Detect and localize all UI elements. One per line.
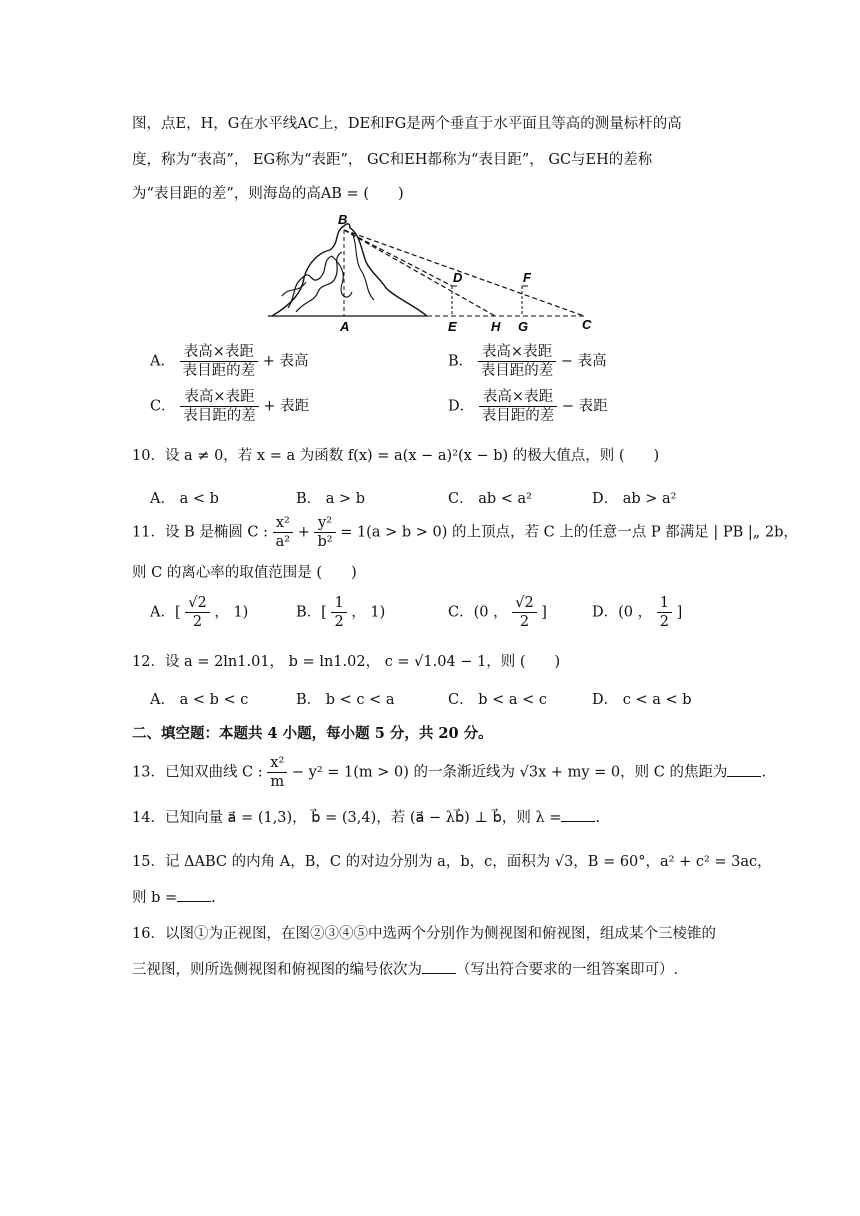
q9-text-line2: 度，称为“表高”， EG称为“表距”， GC和EH都称为“表目距”， GC与EH的差称 [132,152,653,168]
q9-option-a[interactable]: A． $\frac{\text{表高×表距}}{\text{表目距的差}}$ + 表高 [150,344,309,379]
figure-label-c: C [582,317,592,332]
q9-text-line3: 为“表目距的差”，则海岛的高AB = ( ) [132,186,404,202]
q15-answer-blank[interactable] [177,889,211,902]
figure-label-d: D [453,270,463,285]
q10-stem: 10．设 a ≠ 0，若 x = a 为函数 f(x) = a(x − a)²(x − b) 的极大值点，则 ( ) [132,448,660,464]
q11-option-a[interactable]: A．[ $\frac{√2}{2}$ ， 1) [150,595,249,630]
q16-line2: 三视图，则所选侧视图和俯视图的编号依次为 （写出符合要求的一组答案即可）. [132,962,679,978]
q13-answer-blank[interactable] [727,764,761,777]
q14-answer-blank[interactable] [561,809,595,822]
q11-option-d[interactable]: D．(0 ， $\frac{1}{2}$ ] [592,595,683,630]
island-survey-figure [262,212,602,337]
figure-label-e: E [448,319,457,334]
figure-label-b: B [338,212,348,227]
q11-line2: 则 C 的离心率的取值范围是 ( ) [132,565,357,581]
q9-option-b[interactable]: B． $\frac{\text{表高×表距}}{\text{表目距的差}}$ − 表高 [448,344,607,379]
q12-option-b[interactable]: B． b < c < a [296,692,395,708]
q10-option-c[interactable]: C． ab < a² [448,491,532,507]
q9-option-c[interactable]: C． $\frac{\text{表高×表距}}{\text{表目距的差}}$ + 表距 [150,389,310,424]
figure-label-f: F [523,270,531,285]
q11-option-c[interactable]: C．(0 ， $\frac{√2}{2}$ ] [448,595,547,630]
figure-label-g: G [518,319,529,334]
q9-option-d[interactable]: D． $\frac{\text{表高×表距}}{\text{表目距的差}}$ − 表距 [448,389,608,424]
q10-option-a[interactable]: A． a < b [150,491,219,507]
q12-stem: 12．设 a = 2ln1.01， b = ln1.02， c = √1.04 − 1，则 ( ) [132,654,561,670]
q14-stem: 14．已知向量 a⃗ = (1,3)， b⃗ = (3,4)，若 (a⃗ − λb⃗) ⊥ b⃗，则 λ = . [132,810,601,826]
q11-stem: 11．设 B 是椭圆 C : $\frac{\text{x²}}{\text{a²}}$ + $\frac{\text{y²}}{\text{b²}}$ = 1(a > b > 0) 的上顶点，若 C 上的任意一点 P 都满足 | PB |„ 2b， [132,515,798,550]
section-heading-fill-in: 二、填空题：本题共 4 小题，每小题 5 分，共 20 分。 [132,725,493,742]
q10-option-b[interactable]: B． a > b [296,491,366,507]
q11-option-b[interactable]: B．[ $\frac{1}{2}$ ， 1) [296,595,386,630]
q12-option-d[interactable]: D． c < a < b [592,692,692,708]
q10-option-d[interactable]: D． ab > a² [592,491,677,507]
q12-option-c[interactable]: C． b < a < c [448,692,547,708]
figure-label-a: A [340,319,350,334]
q13-stem: 13．已知双曲线 C : $\frac{\text{x²}}{m}$ − y² = 1(m > 0) 的一条渐近线为 √3x + my = 0，则 C 的焦距为 . [132,755,767,790]
q9-text-line1: 图，点E，H，G在水平线AC上，DE和FG是两个垂直于水平面且等高的测量标杆的高 [132,116,682,132]
q15-line2: 则 b = . [132,890,216,906]
q12-option-a[interactable]: A． a < b < c [150,692,249,708]
q15-line1: 15．记 ΔABC 的内角 A，B，C 的对边分别为 a，b，c，面积为 √3，B = 60°，a² + c² = 3ac， [132,854,772,870]
q16-line1: 16．以图①为正视图，在图②③④⑤中选两个分别作为侧视图和俯视图，组成某个三棱锥的 [132,926,716,942]
figure-label-h: H [491,319,501,334]
q16-answer-blank[interactable] [422,961,456,974]
